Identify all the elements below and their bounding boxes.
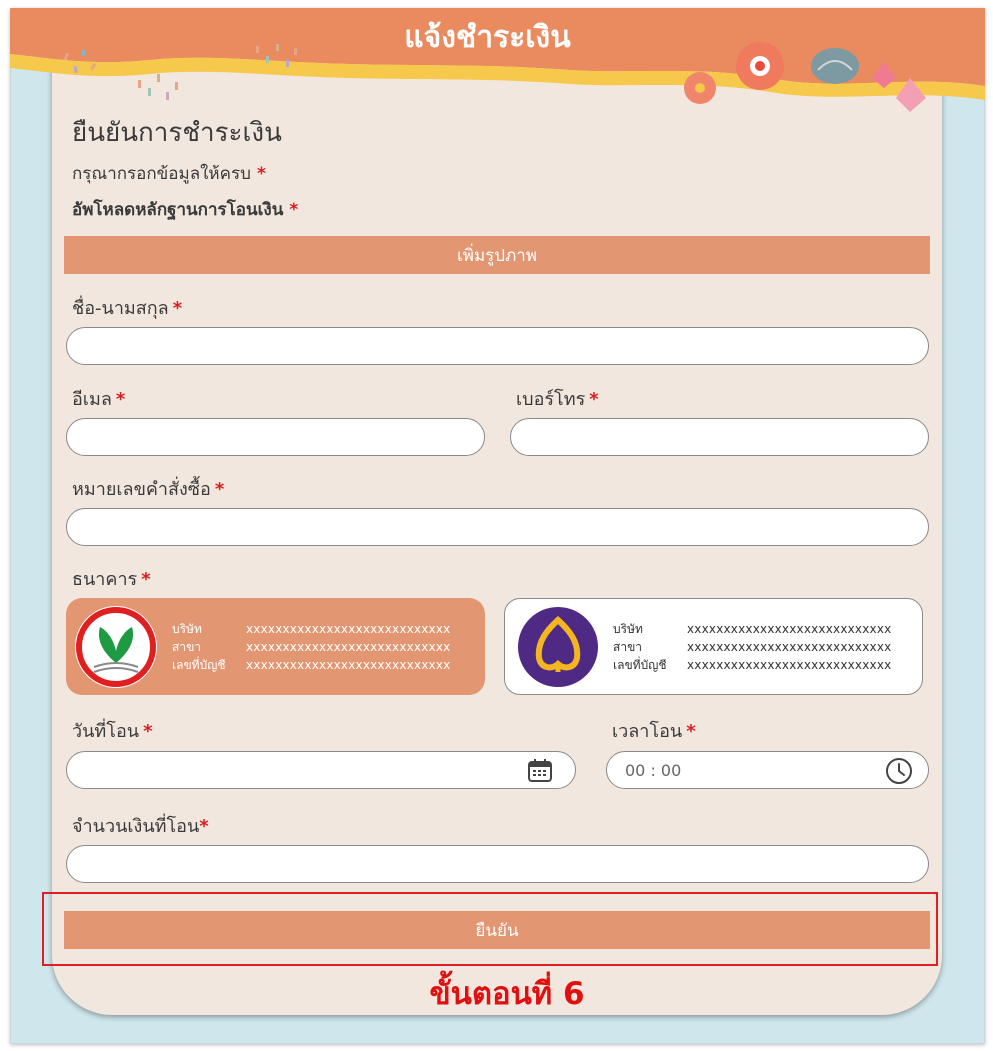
branch-value: xxxxxxxxxxxxxxxxxxxxxxxxxxxx	[687, 639, 892, 654]
required-mark: *	[143, 721, 153, 742]
account-number-label: เลขที่บัญชี	[172, 657, 226, 672]
required-mark: *	[214, 479, 225, 500]
upload-proof-label: อัพโหลดหลักฐานการโอนเงิน	[72, 200, 284, 220]
bank-detail-row	[613, 656, 891, 674]
phone-label	[516, 384, 599, 413]
fullname-label-text: ชื่อ-นามสกุล	[72, 298, 169, 319]
bank-details-scb	[613, 620, 891, 674]
confirm-button[interactable]: ยืนยัน	[64, 911, 930, 949]
bank-detail-row	[172, 656, 450, 674]
order-number-input[interactable]	[66, 508, 929, 546]
instruction-label: กรุณากรอกข้อมูลให้ครบ	[72, 164, 251, 184]
required-mark: *	[289, 200, 299, 220]
required-mark: *	[115, 389, 126, 410]
bank-details-kasikorn	[172, 620, 450, 674]
transfer-time-label-text: เวลาโอน	[612, 721, 683, 742]
instruction-text	[72, 160, 266, 187]
calendar-icon[interactable]	[527, 757, 553, 783]
email-input[interactable]	[66, 418, 485, 456]
company-label: บริษัท	[172, 621, 202, 636]
branch-label: สาขา	[172, 639, 202, 654]
branch-label: สาขา	[613, 639, 643, 654]
transfer-date-input[interactable]	[66, 751, 576, 789]
required-mark: *	[172, 298, 183, 319]
scb-logo-icon	[517, 606, 599, 688]
bank-option-kasikorn[interactable]	[66, 598, 485, 695]
bank-detail-row	[172, 620, 450, 638]
kasikorn-logo-icon	[74, 605, 158, 689]
amount-input[interactable]	[66, 845, 929, 883]
step-annotation: ขั้นตอนที่ 6	[429, 976, 585, 1012]
bank-option-scb[interactable]	[504, 598, 923, 695]
add-image-button[interactable]: เพิ่มรูปภาพ	[64, 236, 930, 274]
bank-label	[72, 564, 151, 593]
required-mark: *	[686, 721, 696, 742]
bank-detail-row	[613, 638, 891, 656]
phone-label-text: เบอร์โทร	[516, 389, 586, 410]
bank-detail-row	[613, 620, 891, 638]
required-mark: *	[256, 164, 266, 184]
amount-label	[72, 811, 209, 840]
bank-detail-row	[172, 638, 450, 656]
banner-title: แจ้งชำระเงิน	[404, 20, 571, 55]
transfer-time-input[interactable]	[606, 751, 929, 789]
clock-icon[interactable]	[885, 757, 913, 785]
branch-value: xxxxxxxxxxxxxxxxxxxxxxxxxxxx	[246, 639, 451, 654]
required-mark: *	[141, 569, 151, 590]
required-mark: *	[199, 816, 209, 837]
fullname-input[interactable]	[66, 327, 929, 365]
company-value: xxxxxxxxxxxxxxxxxxxxxxxxxxxx	[687, 621, 892, 636]
company-label: บริษัท	[613, 621, 643, 636]
page-title: ยืนยันการชำระเงิน	[72, 118, 282, 148]
order-number-label-text: หมายเลขคำสั่งซื้อ	[72, 479, 211, 500]
email-label	[72, 384, 125, 413]
transfer-date-label-text: วันที่โอน	[72, 721, 140, 742]
upload-proof-text	[72, 196, 298, 223]
transfer-date-label	[72, 716, 152, 745]
amount-label-text: จำนวนเงินที่โอน	[72, 816, 200, 837]
transfer-time-label	[612, 716, 696, 745]
required-mark: *	[589, 389, 599, 410]
order-number-label	[72, 474, 224, 503]
account-number-label: เลขที่บัญชี	[613, 657, 667, 672]
email-label-text: อีเมล	[72, 389, 112, 410]
phone-input[interactable]	[510, 418, 929, 456]
account-number-value: xxxxxxxxxxxxxxxxxxxxxxxxxxxx	[246, 657, 451, 672]
fullname-label	[72, 293, 182, 322]
company-value: xxxxxxxxxxxxxxxxxxxxxxxxxxxx	[246, 621, 451, 636]
account-number-value: xxxxxxxxxxxxxxxxxxxxxxxxxxxx	[687, 657, 892, 672]
bank-label-text: ธนาคาร	[72, 569, 138, 590]
